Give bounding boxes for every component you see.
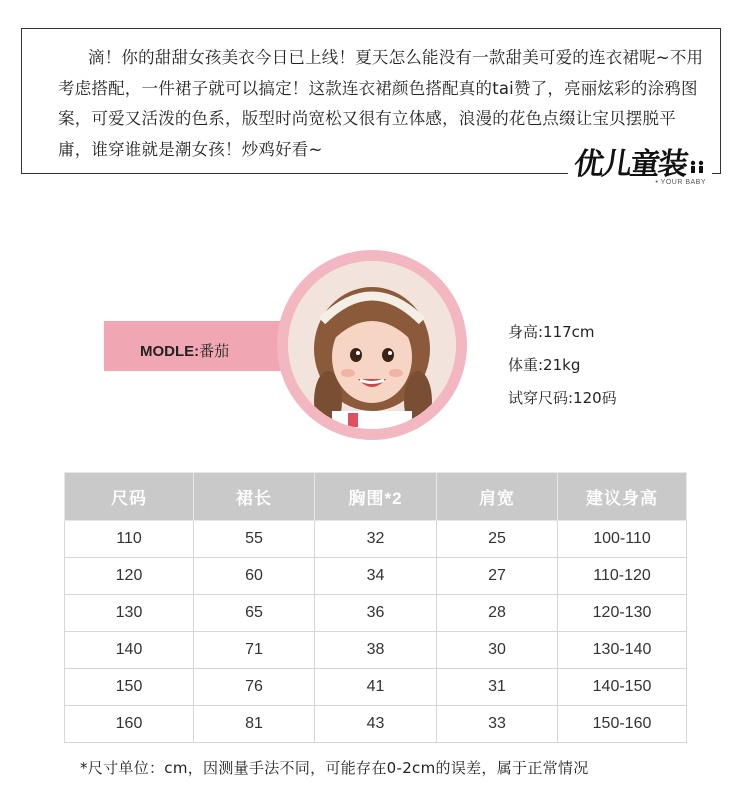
- table-cell: 76: [194, 669, 315, 706]
- table-cell: 32: [315, 521, 437, 558]
- model-label: [140, 340, 229, 361]
- table-row: [65, 706, 687, 743]
- table-cell: 150: [65, 669, 194, 706]
- brand-logo: [568, 147, 712, 186]
- model-label-prefix: MODLE:: [140, 343, 200, 360]
- table-cell: 130: [65, 595, 194, 632]
- model-height: 身高:117cm: [508, 323, 595, 341]
- size-table: [64, 472, 687, 743]
- table-cell: 28: [437, 595, 558, 632]
- table-cell: 60: [194, 558, 315, 595]
- table-cell: 27: [437, 558, 558, 595]
- table-row: [65, 595, 687, 632]
- table-cell: 25: [437, 521, 558, 558]
- table-cell: 130-140: [558, 632, 687, 669]
- header-size: 尺码: [65, 473, 194, 521]
- table-cell: 110: [65, 521, 194, 558]
- brand-logo-mark: 优儿童装: [571, 147, 689, 182]
- table-cell: 36: [315, 595, 437, 632]
- measurement-footnote: *尺寸单位：cm，因测量手法不同，可能存在0-2cm的误差，属于正常情况: [80, 759, 589, 777]
- model-stats: [508, 316, 617, 415]
- size-table-header-row: [65, 473, 687, 521]
- table-cell: 34: [315, 558, 437, 595]
- header-skirt-length: 裙长: [194, 473, 315, 521]
- header-bust: 胸围*2: [315, 473, 437, 521]
- table-cell: 33: [437, 706, 558, 743]
- table-cell: 110-120: [558, 558, 687, 595]
- table-row: [65, 558, 687, 595]
- header-shoulder: 肩宽: [437, 473, 558, 521]
- table-cell: 43: [315, 706, 437, 743]
- table-row: [65, 669, 687, 706]
- table-cell: 140-150: [558, 669, 687, 706]
- model-try-size: 试穿尺码:120码: [508, 389, 617, 407]
- model-name: 番茄: [199, 343, 230, 360]
- table-cell: 100-110: [558, 521, 687, 558]
- table-row: [65, 632, 687, 669]
- table-cell: 30: [437, 632, 558, 669]
- girl-portrait-illustration: [288, 261, 456, 429]
- table-cell: 120: [65, 558, 194, 595]
- table-cell: 150-160: [558, 706, 687, 743]
- table-cell: 41: [315, 669, 437, 706]
- table-row: [65, 521, 687, 558]
- table-cell: 65: [194, 595, 315, 632]
- table-cell: 71: [194, 632, 315, 669]
- table-cell: 55: [194, 521, 315, 558]
- table-cell: 160: [65, 706, 194, 743]
- table-cell: 120-130: [558, 595, 687, 632]
- table-cell: 31: [437, 669, 558, 706]
- table-cell: 81: [194, 706, 315, 743]
- brand-tagline: • YOUR BABY: [655, 179, 706, 186]
- table-cell: 38: [315, 632, 437, 669]
- header-suggested-height: 建议身高: [558, 473, 687, 521]
- model-photo: [288, 261, 456, 429]
- intro-paragraph-text: 滴！你的甜甜女孩美衣今日已上线！夏天怎么能没有一款甜美可爱的连衣裙呢~不用考虑搭配，一件裙子就可以搞定！这款连衣裙颜色搭配真的tai赞了，亮丽炫彩的涂鸦图案，可爱又活泼的色系，版型时尚宽松又很有立体感，浪漫的花色点缀让宝贝摆脱平庸，谁穿谁就是潮女孩！炒鸡好看~: [58, 48, 704, 159]
- table-cell: 140: [65, 632, 194, 669]
- model-weight: 体重:21kg: [508, 356, 581, 374]
